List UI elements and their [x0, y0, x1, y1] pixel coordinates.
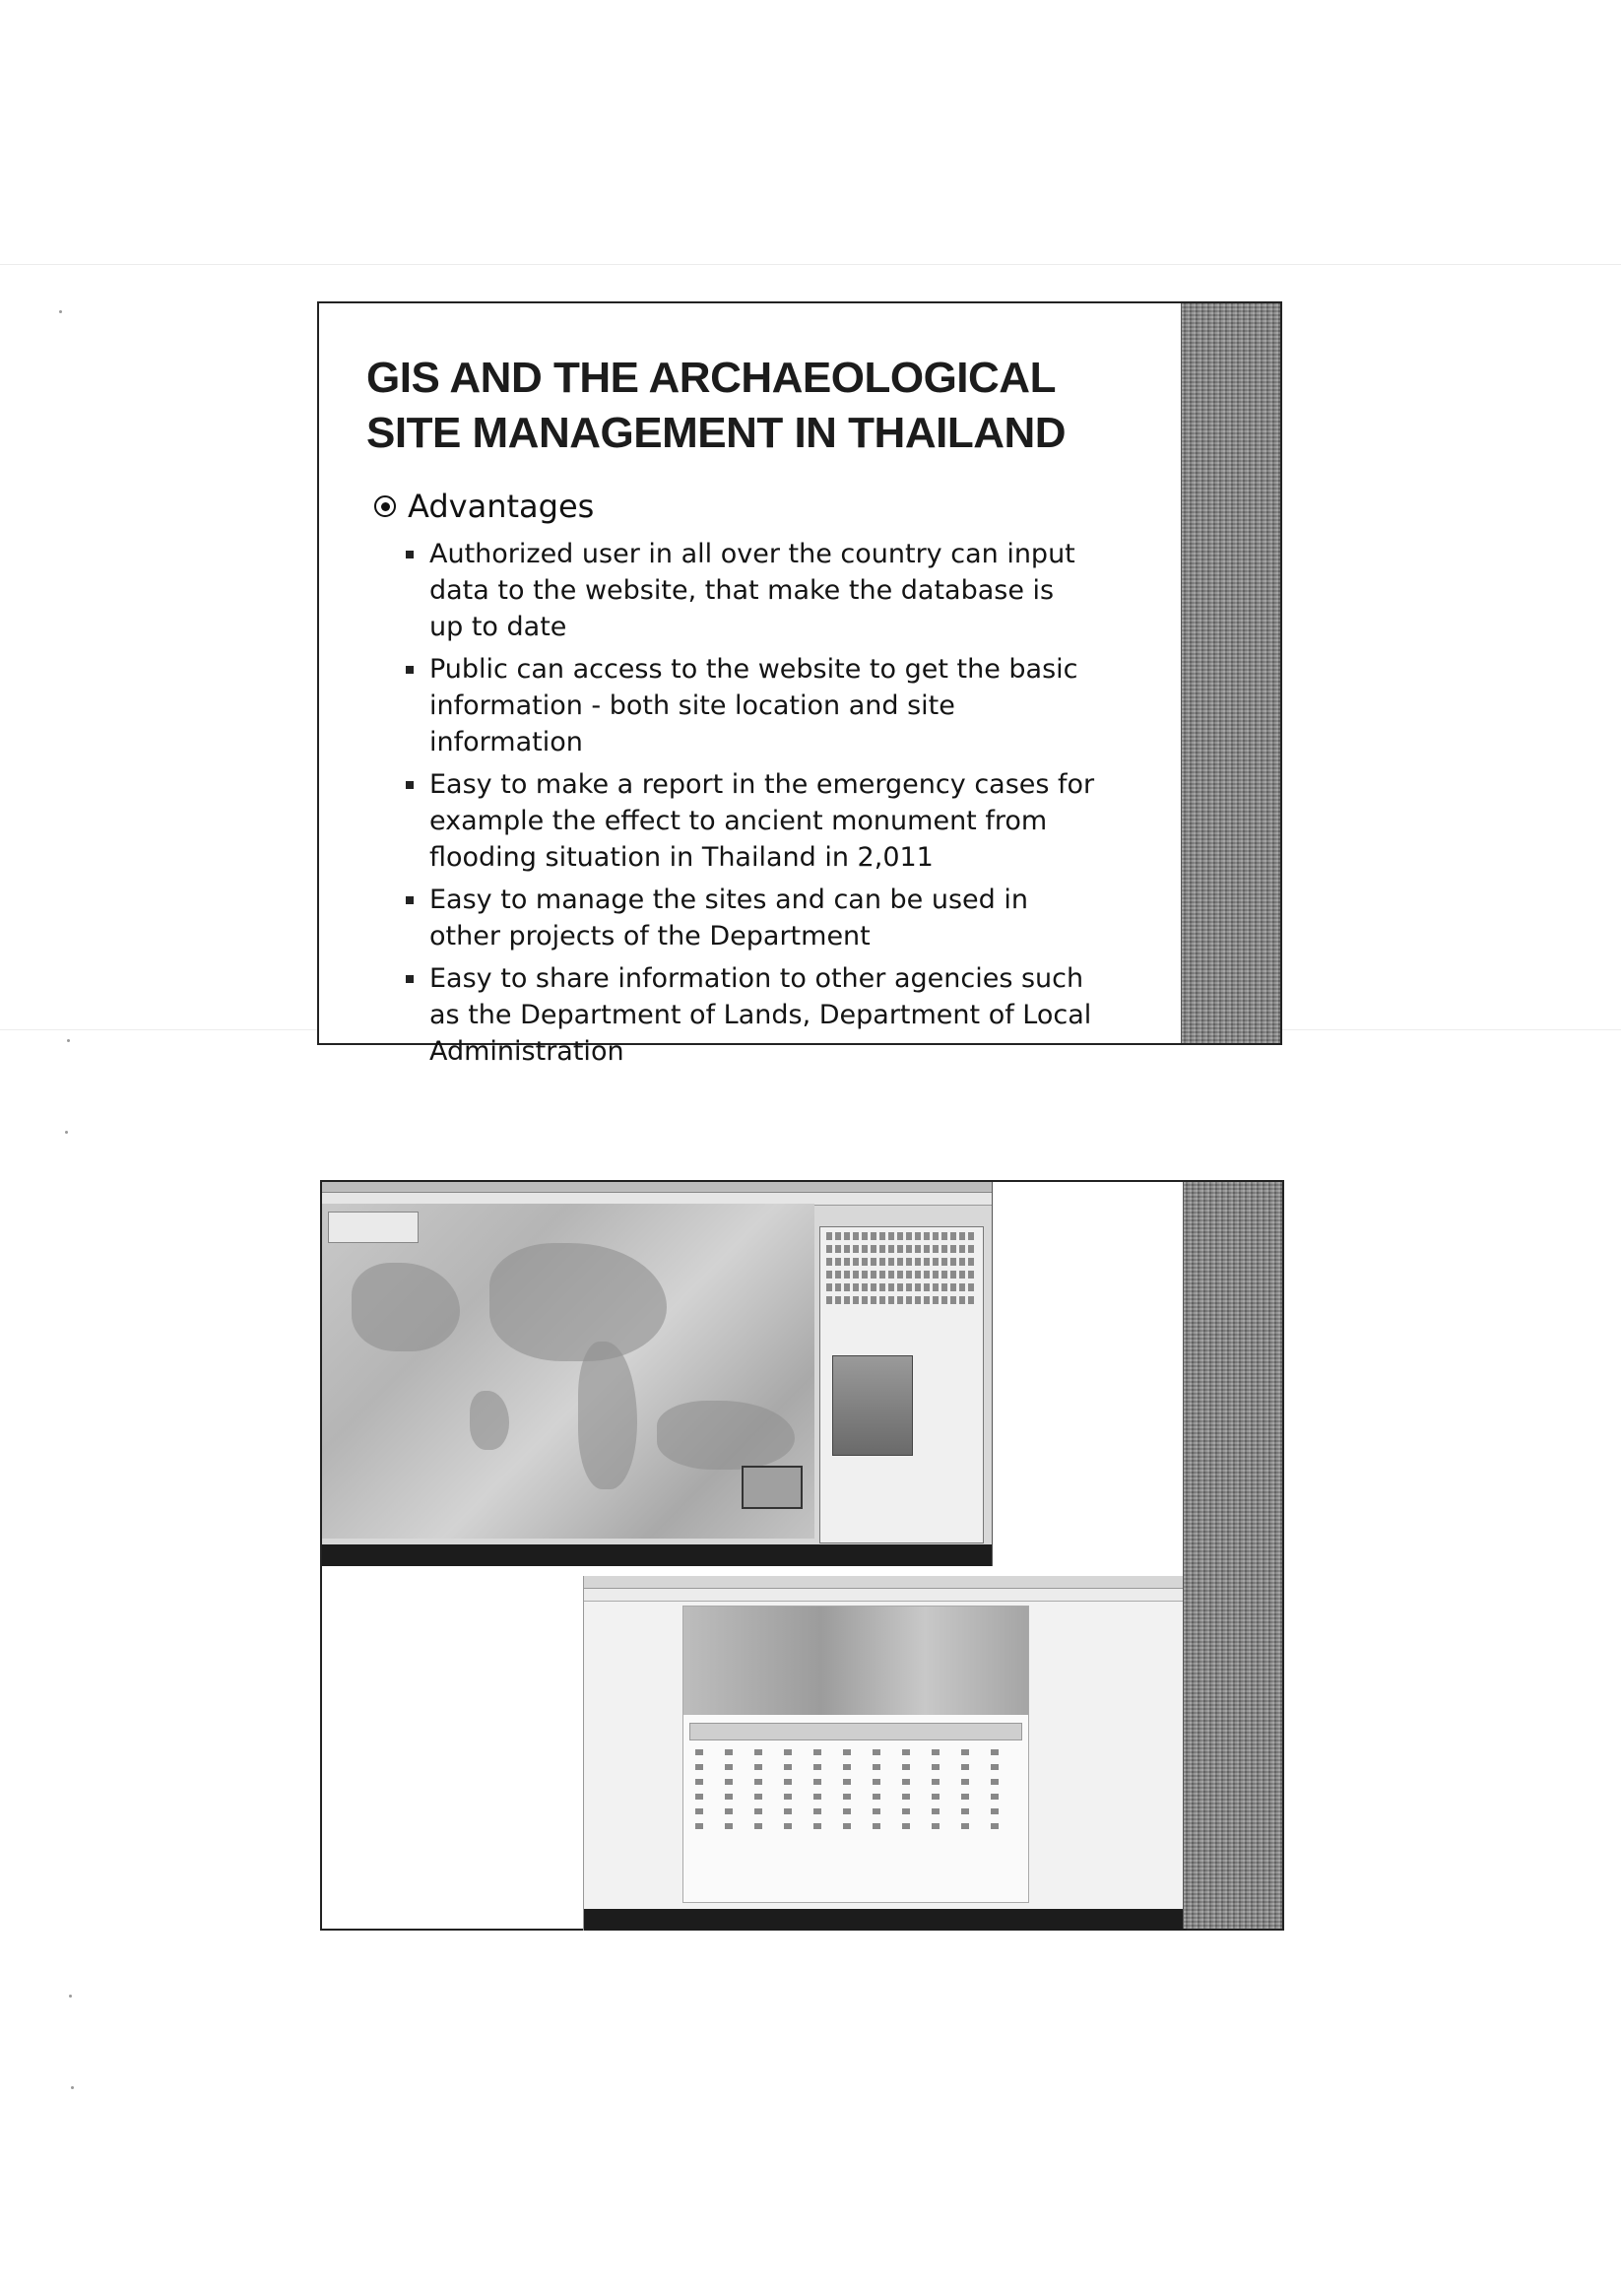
overview-minimap	[742, 1466, 803, 1509]
detail-line	[695, 1823, 1016, 1829]
windows-taskbar	[322, 1544, 992, 1566]
browser-tabs	[322, 1182, 992, 1193]
advantages-heading	[374, 487, 594, 526]
scan-speck	[71, 2086, 74, 2089]
site-info-panel	[819, 1226, 984, 1543]
slide-advantages	[317, 301, 1282, 1067]
advantage-item: Authorized user in all over the country can input data to the website, that make the database is up to date	[406, 536, 1095, 645]
map-view	[322, 1204, 814, 1539]
advantages-label: Advantages	[408, 488, 595, 525]
browser-address-bar	[584, 1589, 1187, 1602]
department-logo	[328, 1212, 419, 1243]
advantage-item: Easy to manage the sites and can be used in other projects of the Department	[406, 882, 1095, 954]
site-detail-screenshot	[583, 1576, 1187, 1931]
title-line-1: GIS AND THE ARCHAEOLOGICAL	[366, 354, 1056, 402]
panel-row	[826, 1271, 977, 1279]
info-bar	[689, 1723, 1022, 1740]
map-landmass	[352, 1263, 460, 1351]
panel-row	[826, 1258, 977, 1266]
gis-map-screenshot	[322, 1182, 993, 1566]
map-landmass	[578, 1342, 637, 1489]
map-landmass	[489, 1243, 667, 1361]
detail-line	[695, 1808, 1016, 1814]
advantages-list	[406, 536, 1095, 1076]
detail-line	[695, 1794, 1016, 1800]
detail-line	[695, 1749, 1016, 1755]
temple-banner-image	[683, 1607, 1028, 1715]
windows-taskbar	[584, 1909, 1187, 1931]
site-detail-page	[682, 1606, 1029, 1903]
slide-side-band	[1181, 303, 1280, 1043]
title-line-2: SITE MANAGEMENT IN THAILAND	[366, 409, 1067, 457]
panel-row	[826, 1283, 977, 1291]
map-landmass	[657, 1401, 795, 1470]
slide-screenshots	[320, 1180, 1284, 1931]
slide-side-band	[1183, 1182, 1282, 1929]
advantage-item: Easy to make a report in the emergency cases for example the effect to ancient monument from flooding situation in Thailand in 2,011	[406, 766, 1095, 876]
detail-line	[695, 1764, 1016, 1770]
detail-line	[695, 1779, 1016, 1785]
scan-speck	[67, 1039, 70, 1042]
panel-row	[826, 1232, 977, 1240]
map-landmass	[470, 1391, 509, 1450]
site-photo	[832, 1355, 913, 1456]
slide-title	[366, 351, 1154, 461]
advantage-item: Easy to share information to other agencies such as the Department of Lands, Department of Local Administration	[406, 960, 1095, 1070]
scan-speck	[65, 1131, 68, 1134]
panel-row	[826, 1245, 977, 1253]
panel-row	[826, 1296, 977, 1304]
scan-artifact-line	[0, 264, 1621, 265]
browser-tabs	[584, 1576, 1187, 1589]
circle-bullet-icon	[374, 495, 396, 517]
advantage-item: Public can access to the website to get the basic information - both site location and site information	[406, 651, 1095, 760]
scan-speck	[59, 310, 62, 313]
scan-speck	[69, 1995, 72, 1998]
